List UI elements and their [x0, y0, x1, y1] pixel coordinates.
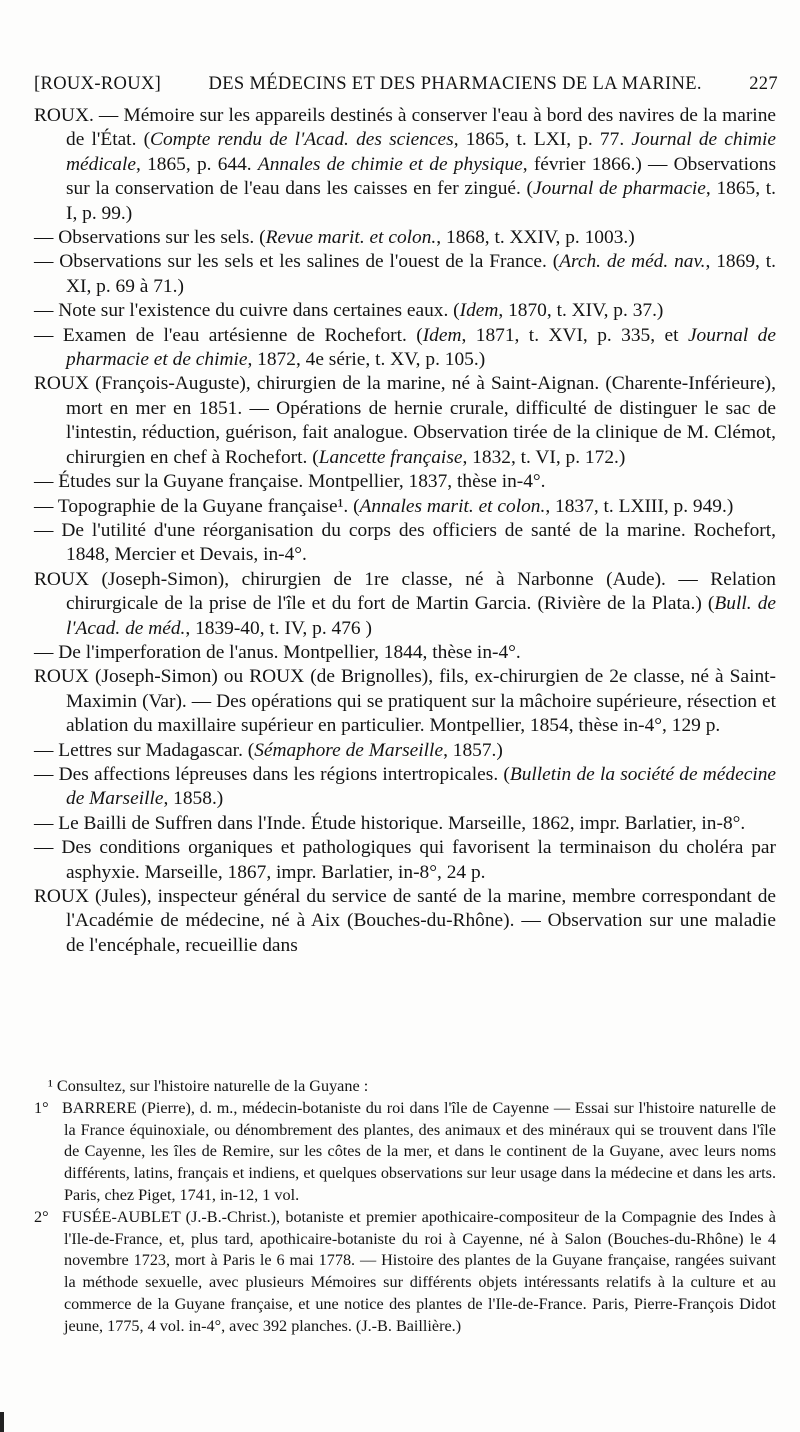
text-run: — Observations sur les sels et les salines de l'ouest de la France. ( [34, 251, 560, 273]
text-run: — Des affections lépreuses dans les régions intertropicales. ( [34, 763, 510, 785]
citation-title: Annales marit. et colon. [359, 495, 546, 517]
text-run: ROUX (François-Auguste), chirurgien de la marine, né à Saint-Aignan. (Charente-Inférieure), mort en mer en 1851. — Opérations de hernie crurale, difficulté de distinguer le sac de l'intestin, réduction, guérison, fait analogue. Observation tirée de la clinique de M. Clémot, chirurgien en chef à Rochefort. ( [34, 373, 776, 468]
bibliography-entry [34, 885, 776, 958]
text-run: , février 1866.) — Observations sur la conservation de l'eau dans les caisses en fer zingué. ( [66, 153, 776, 200]
bibliography-subentry [34, 812, 776, 836]
header-left: [ROUX-ROUX] [34, 74, 162, 94]
citation-title: Arch. de méd. nav. [559, 251, 706, 273]
citation-title: Idem [422, 324, 462, 346]
running-header [34, 74, 778, 95]
bibliography-subentry [34, 470, 776, 494]
bibliography-entry [34, 372, 776, 470]
text-run: , 1870, t. XIV, p. 37.) [498, 300, 664, 322]
bibliography-subentry [34, 495, 776, 519]
citation-title: Journal de pharmacie [533, 178, 706, 200]
citation-title: Revue marit. et colon. [265, 227, 437, 249]
text-run: , 1857.) [443, 739, 503, 761]
text-run: — Examen de l'eau artésienne de Rochefort. ( [34, 324, 423, 346]
text-run: , 1858.) [163, 788, 224, 810]
footnote-item [34, 1207, 776, 1338]
text-run: , 1839-40, t. IV, p. 476 ) [185, 617, 372, 639]
bibliography-subentry [34, 299, 776, 323]
text-run: ROUX. — Mémoire sur les appareils destinés à conserver l'eau à bord des navires de la marine de l'État. ( [34, 105, 776, 151]
footnote-number: 1° [34, 1098, 49, 1117]
header-title: DES MÉDECINS ET DES PHARMACIENS DE LA MARINE. [208, 74, 702, 94]
page-number: 227 [749, 74, 778, 94]
text-run: BARRERE (Pierre), d. m., médecin-botaniste du roi dans l'île de Cayenne — Essai sur l'histoire naturelle de la France équinoxiale, ou dénombrement des plantes, des animaux et des minéraux qui se trouvent dans l'île de Cayenne, les îles de Remire, sur les côtes de la mer, et dans le continent de la Guyane, avec leurs noms différents, latins, français et indiens, et quelques observations sur leur usage dans la médecine et dans les arts. Paris, chez Piget, 1741, in-12, 1 vol. [62, 1098, 776, 1204]
citation-title: Journal de chimie médicale [66, 129, 776, 175]
text-run: — Lettres sur Madagascar. ( [34, 739, 255, 761]
citation-title: Compte rendu de l'Acad. des sciences [150, 129, 454, 151]
text-run: — De l'utilité d'une réorganisation du corps des officiers de santé de la marine. Rochefort, 1848, Mercier et Devais, in-4°. [34, 519, 776, 566]
text-run: ROUX (Joseph-Simon) ou ROUX (de Brignolles), fils, ex-chirurgien de 2e classe, né à Saint-Maximin (Var). — Des opérations qui se pratiquent sur la mâchoire supérieure, résection et ablation du maxillaire supérieur en particulier. Montpellier, 1854, thèse in-4°, 129 p. [34, 666, 776, 737]
citation-title: Bulletin de la société de médecine de Marseille [66, 763, 777, 810]
bibliography-subentry [34, 519, 776, 568]
text-run: — Le Bailli de Suffren dans l'Inde. Étude historique. Marseille, 1862, impr. Barlatier, in-8°. [34, 812, 746, 834]
bibliography-subentry [34, 324, 776, 373]
footnote-list [34, 1098, 776, 1338]
text-run: , 1865, p. 644. [136, 153, 258, 175]
bibliography-entry [34, 104, 776, 226]
text-run: — Études sur la Guyane française. Montpellier, 1837, thèse in-4°. [34, 471, 546, 493]
text-run: , 1832, t. VI, p. 172.) [462, 446, 626, 468]
scan-edge-mark [0, 1412, 4, 1432]
bibliography-subentry [34, 763, 776, 812]
bibliography-entry [34, 568, 776, 641]
bibliography-subentry [34, 250, 776, 299]
text-run: , 1868, t. XXIV, p. 1003.) [436, 227, 635, 249]
entries-body [34, 104, 776, 958]
footnote-intro: ¹ Consultez, sur l'histoire naturelle de la Guyane : [48, 1077, 369, 1095]
text-run: — De l'imperforation de l'anus. Montpellier, 1844, thèse in-4°. [34, 641, 521, 663]
bibliography-subentry [34, 641, 776, 665]
bibliography-subentry [34, 226, 776, 250]
text-run: FUSÉE-AUBLET (J.-B.-Christ.), botaniste et premier apothicaire-compositeur de la Compagnie des Indes à l'Ile-de-France, et, plus tard, apothicaire-botaniste du roi à Cayenne, né à Salon (Bouches-du-Rhône) le 4 novembre 1723, mort à Paris le 6 mai 1778. — Histoire des plantes de la Guyane française, rangées suivant la méthode sexuelle, avec plusieurs Mémoires sur différents objets intéressants relatifs à la culture et au commerce de la Guyane française, et une notice des plantes de l'Ile-de-France. Paris, Pierre-François Didot jeune, 1775, 4 vol. in-4°, avec 392 planches. (J.-B. Baillière.) [62, 1207, 776, 1335]
citation-title: Sémaphore de Marseille [254, 739, 444, 761]
text-run: — Des conditions organiques et pathologiques qui favorisent la terminaison du choléra par asphyxie. Marseille, 1867, impr. Barlatier, in-8°, 24 p. [34, 837, 776, 883]
text-run: , 1869, t. XI, p. 69 à 71.) [66, 251, 776, 297]
citation-title: Annales de chimie et de physique [257, 153, 523, 175]
text-run: — Observations sur les sels. ( [34, 227, 266, 249]
text-run: , 1865, t. I, p. 99.) [66, 178, 776, 224]
text-run: , 1871, t. XVI, p. 335, et [461, 324, 688, 346]
bibliography-subentry [34, 836, 776, 885]
text-run: , 1837, t. LXIII, p. 949.) [545, 495, 734, 517]
text-run: — Topographie de la Guyane française¹. ( [34, 495, 360, 517]
footnote-number: 2° [34, 1207, 49, 1226]
footnote-item [34, 1098, 776, 1207]
text-run: ROUX (Jules), inspecteur général du service de santé de la marine, membre correspondant de l'Académie de médecine, né à Aix (Bouches-du-Rhône). — Observation sur une maladie de l'encéphale, recueillie dans [34, 886, 776, 956]
citation-title: Journal de pharmacie et de chimie [66, 324, 776, 371]
text-run: — Note sur l'existence du cuivre dans certaines eaux. ( [34, 300, 460, 322]
citation-title: Idem [459, 300, 499, 322]
bibliography-entry [34, 665, 776, 738]
bibliography-subentry [34, 739, 776, 763]
citation-title: Bull. de l'Acad. de méd. [66, 593, 777, 639]
citation-title: Lancette française [318, 446, 463, 468]
footnotes [34, 1076, 776, 1338]
text-run: , 1872, 4e série, t. XV, p. 105.) [247, 349, 486, 371]
text-run: , 1865, t. LXI, p. 77. [453, 129, 632, 151]
text-run: ROUX (Joseph-Simon), chirurgien de 1re classe, né à Narbonne (Aude). — Relation chirurgicale de la prise de l'île et du fort de Martin Garcia. (Rivière de la Plata.) ( [34, 568, 776, 615]
